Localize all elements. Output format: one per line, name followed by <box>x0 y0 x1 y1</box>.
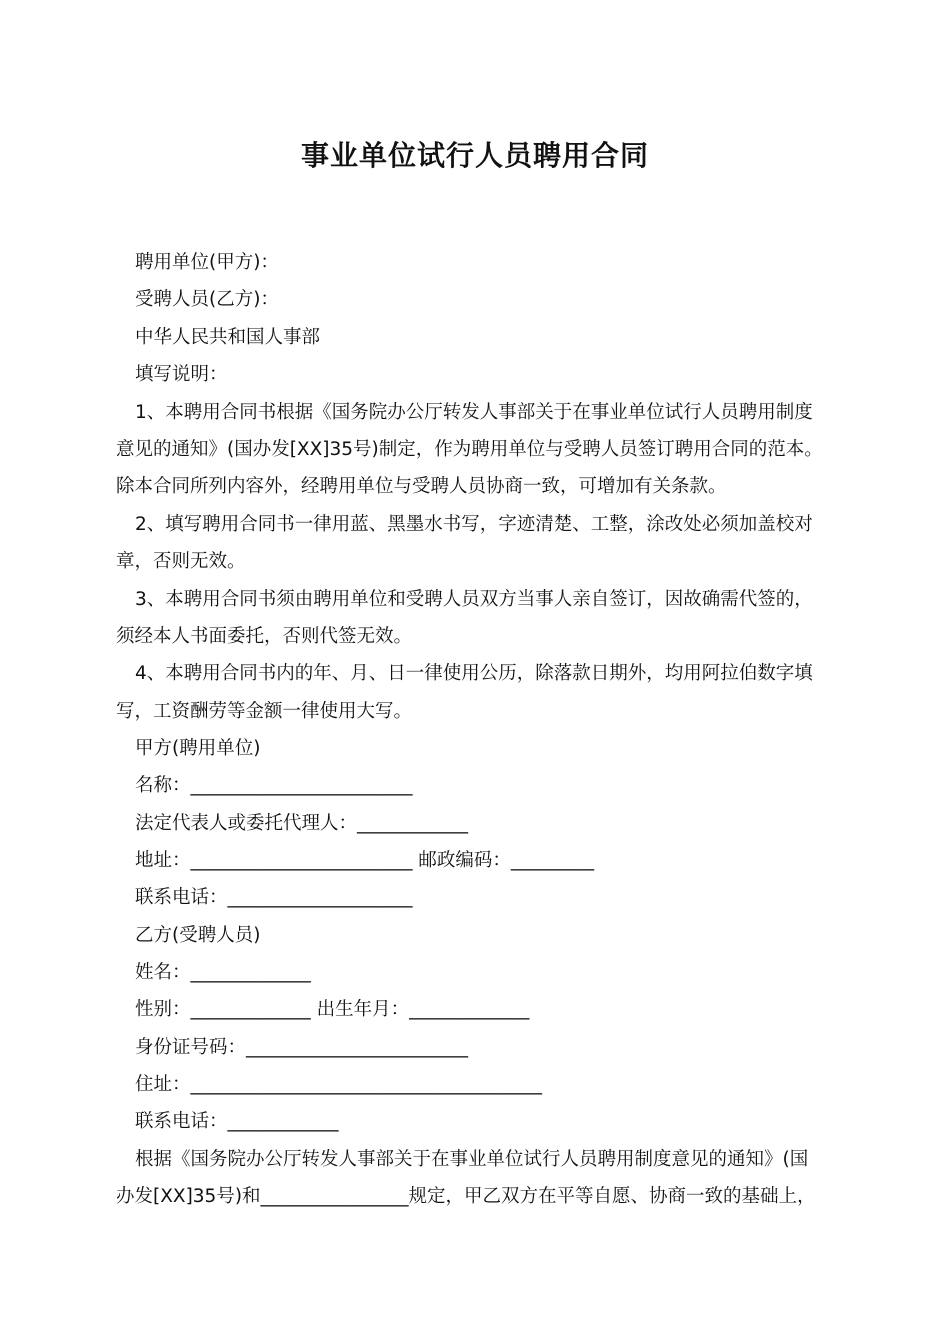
party-a-heading: 甲方(聘用单位) <box>135 738 261 759</box>
instruction-1-line-3: 除本合同所列内容外，经聘用单位与受聘人员协商一致，可增加有关条款。 <box>116 476 727 497</box>
document-title: 事业单位试行人员聘用合同 <box>300 139 649 172</box>
instruction-2-line-1: 2、填写聘用合同书一律用蓝、黑墨水书写，字迹清楚、工整，涂改处必须加盖校对 <box>135 514 813 535</box>
instruction-4-line-1: 4、本聘用合同书内的年、月、日一律使用公历，除落款日期外，均用阿拉伯数字填 <box>135 663 813 684</box>
employee-line: 受聘人员(乙方)： <box>135 289 279 310</box>
ministry-line: 中华人民共和国人事部 <box>135 327 321 348</box>
instruction-3-line-2: 须经本人书面委托，否则代签无效。 <box>116 626 413 647</box>
party-a-name-field: 名称：________________________ <box>135 775 413 796</box>
preamble-line-2: 办发[XX]35号)和________________规定，甲乙双方在平等自愿、协商一致的基础上， <box>116 1186 816 1207</box>
instruction-2-line-2: 章，否则无效。 <box>116 551 246 572</box>
instruction-3-line-1: 3、本聘用合同书须由聘用单位和受聘人员双方当事人亲自签订，因故确需代签的， <box>135 589 813 610</box>
party-b-id-field: 身份证号码：________________________ <box>135 1037 469 1058</box>
party-b-phone-field: 联系电话：____________ <box>135 1111 339 1132</box>
preamble-line-1: 根据《国务院办公厅转发人事部关于在事业单位试行人员聘用制度意见的通知》(国 <box>135 1149 809 1170</box>
instruction-1-line-1: 1、本聘用合同书根据《国务院办公厅转发人事部关于在事业单位试行人员聘用制度 <box>135 402 813 423</box>
employer-line: 聘用单位(甲方)： <box>135 252 279 273</box>
party-b-heading: 乙方(受聘人员) <box>135 925 261 946</box>
party-b-gender-birth-field: 性别：_____________ 出生年月：_____________ <box>135 999 530 1020</box>
party-b-name-field: 姓名：_____________ <box>135 962 311 983</box>
party-a-address-field: 地址：________________________ 邮政编码：_________ <box>135 850 595 871</box>
instructions-heading: 填写说明： <box>135 364 228 385</box>
party-a-rep-field: 法定代表人或委托代理人：____________ <box>135 813 469 834</box>
instruction-1-line-2: 意见的通知》(国办发[XX]35号)制定，作为聘用单位与受聘人员签订聘用合同的范本。 <box>116 439 823 460</box>
party-a-phone-field: 联系电话：____________________ <box>135 887 413 908</box>
instruction-4-line-2: 写，工资酬劳等金额一律使用大写。 <box>116 701 413 722</box>
party-b-address-field: 住址：______________________________________ <box>135 1074 543 1095</box>
